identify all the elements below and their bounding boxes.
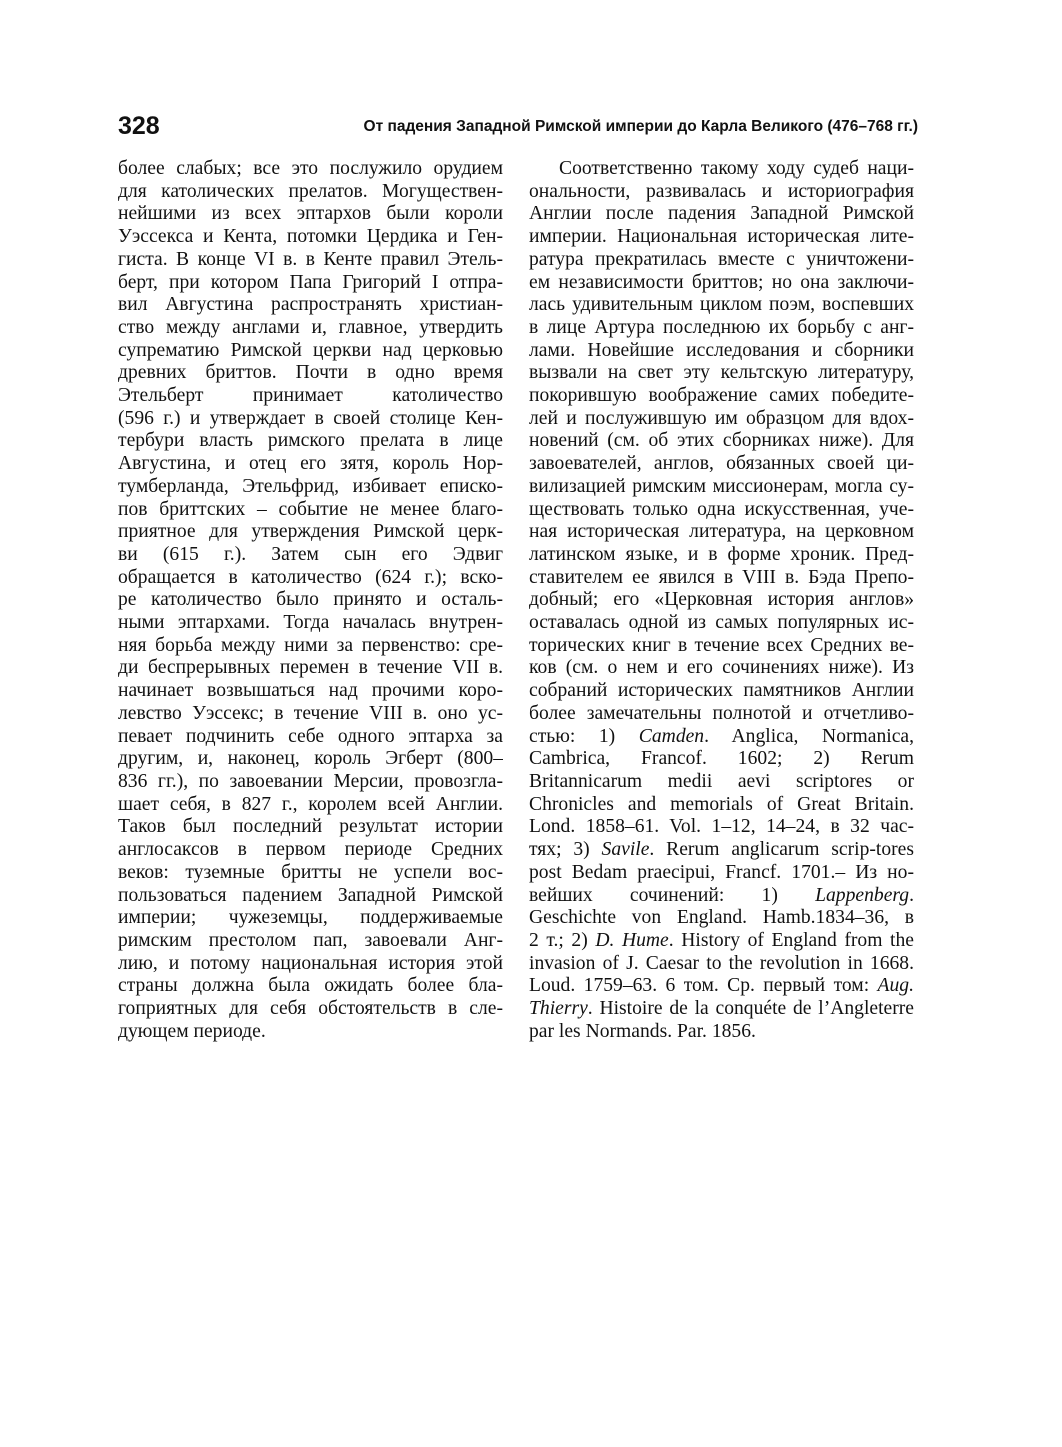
left-column-line: гиста. В конце VI в. в Кенте правил Этель-	[118, 248, 503, 270]
left-column-line: тумберланда, Этельфрид, избивает еписко-	[118, 475, 503, 497]
page-number: 328	[118, 112, 160, 140]
right-column-line: ставителем ее явился в VIII в. Бэда Препо-	[529, 566, 914, 588]
left-column-line: ными эптархами. Тогда началась внутрен-	[118, 612, 503, 634]
left-column-line: 836 гг.), по завоевании Мерсии, провозгла-	[118, 770, 503, 792]
right-column-line: торических книг в течение всех Средних ве-	[529, 634, 914, 656]
right-column-line: Lond. 1858–61. Vol. 1–12, 14–24, в 32 час-	[529, 816, 914, 838]
left-column-line: Уэссекса и Кента, потомки Цердика и Ген-	[118, 226, 503, 248]
left-column-line: ство между англами и, главное, утвердить	[118, 316, 503, 338]
left-column-line: англосаксов в первом периоде Средних	[118, 839, 503, 861]
left-column-line: другим, и, наконец, король Эгберт (800–	[118, 748, 503, 770]
left-column-line: Августина, и отец его зятя, король Нор-	[118, 453, 503, 475]
left-column-line: пов бриттских – событие не менее благо-	[118, 498, 503, 520]
right-column-line: вейших сочинений: 1) Lappenberg.	[529, 884, 914, 906]
left-column-line: обращается в католичество (624 г.); вско-	[118, 566, 503, 588]
running-title: От падения Западной Римской империи до Карла Великого (476–768 гг.)	[363, 118, 918, 135]
left-column-line: лию, и потому национальная история этой	[118, 952, 503, 974]
page-header	[118, 112, 918, 144]
right-column-line: лась удивительным циклом поэм, воспевших	[529, 294, 914, 316]
left-column-line: левство Уэссекс; в течение VIII в. оно ус-	[118, 702, 503, 724]
left-column-line: шает себя, в 827 г., королем всей Англии.	[118, 793, 503, 815]
left-column-line: берт, при котором Папа Григорий I отпра-	[118, 271, 503, 293]
left-column-line: дующем периоде.	[118, 1020, 266, 1042]
right-column-line: Loud. 1759–63. 6 том. Ср. первый том: Aug.	[529, 975, 914, 997]
left-column-line: нейшими из всех эптархов были короли	[118, 203, 503, 225]
right-column-line: ратура прекратилась вместе с уничтожени-	[529, 248, 914, 270]
right-column-line: завоевателей, англов, обязанных своей ци-	[529, 453, 914, 475]
right-column-line: Britannicarum medii aevi scriptores or	[529, 770, 914, 792]
right-column-line: par les Normands. Par. 1856.	[529, 1020, 756, 1042]
right-column-line: собраний исторических памятников Англии	[529, 680, 914, 702]
right-column-line: invasion of J. Caesar to the revolution in 1668.	[529, 952, 914, 974]
left-column-line: более слабых; все это послужило орудием	[118, 158, 503, 179]
left-column-line: (596 г.) и утверждает в своей столице Кен-	[118, 407, 503, 429]
right-column-line: новений (см. об этих сборниках ниже). Для	[529, 430, 914, 452]
right-column-line: добный; его «Церковная история англов»	[529, 589, 914, 611]
left-column-line: няя борьба между ними за первенство: сре-	[118, 634, 503, 656]
left-column-line: начинает возвышаться над прочими коро-	[118, 680, 503, 702]
right-column-line: вызвали на свет эту кельтскую литературу,	[529, 362, 914, 384]
left-column-line: вил Августина распространять христиан-	[118, 294, 503, 316]
right-column-line: ем независимости бриттов; но она заключи-	[529, 271, 914, 293]
right-column-line: ная историческая литература, на церковном	[529, 521, 914, 543]
left-column-line: ви (615 г.). Затем сын его Эдвиг	[118, 543, 503, 565]
right-column-line: Geschichte von England. Hamb.1834–36, в	[529, 907, 914, 929]
right-column-line: лами. Новейшие исследования и сборники	[529, 339, 914, 361]
right-column-line: Cambrica, Francof. 1602; 2) Rerum	[529, 748, 914, 770]
right-text-column	[529, 158, 914, 1043]
left-column-line: супрематию Римской церкви над церковью	[118, 339, 503, 361]
left-text-column	[118, 158, 503, 1043]
right-column-line: ков (см. о нем и его сочинениях ниже). Из	[529, 657, 914, 679]
left-column-line: страны должна была ожидать более бла-	[118, 975, 503, 997]
left-column-line: гоприятных для себя обстоятельств в сле-	[118, 998, 503, 1020]
right-column-line: Thierry. Histoire de la conquéte de l’Angleterre	[529, 998, 914, 1020]
right-column-line: Англии после падения Западной Римской	[529, 203, 914, 225]
left-column-line: для католических прелатов. Могуществен-	[118, 180, 503, 202]
left-column-line: пользоваться падением Западной Римской	[118, 884, 503, 906]
left-column-line: тербури власть римского прелата в лице	[118, 430, 503, 452]
left-column-line: веков: туземные бритты не успели вос-	[118, 861, 503, 883]
left-column-line: приятное для утверждения Римской церк-	[118, 521, 503, 543]
right-column-line: лей и послужившую им образцом для вдох-	[529, 407, 914, 429]
right-column-line: латинском языке, и в форме хроник. Пред-	[529, 543, 914, 565]
left-column-line: ре католичество было принято и осталь-	[118, 589, 503, 611]
left-column-line: Таков был последний результат истории	[118, 816, 503, 838]
right-column-line: post Bedam praecipui, Francf. 1701.– Из но-	[529, 861, 914, 883]
right-column-line: стью: 1) Camden. Anglica, Normanica,	[529, 725, 914, 747]
left-column-line: Этельберт принимает католичество	[118, 385, 503, 407]
right-column-line: ществовать только одна искусственная, уче-	[529, 498, 914, 520]
right-column-line: 2 т.; 2) D. Hume. History of England from the	[529, 929, 914, 951]
left-column-line: ди беспрерывных перемен в течение VII в.	[118, 657, 503, 679]
right-column-line: в лице Артура последнюю их борьбу с анг-	[529, 316, 914, 338]
right-column-line: покорившую воображение самих победите-	[529, 385, 914, 407]
right-column-line: тях; 3) Savile. Rerum anglicarum scrip-tores	[529, 839, 914, 861]
right-column-line: Соответственно такому ходу судеб наци-	[559, 158, 914, 179]
left-column-line: империи; чужеземцы, поддерживаемые	[118, 907, 503, 929]
right-column-line: вилизацией римским миссионерам, могла су-	[529, 475, 914, 497]
right-column-line: оставалась одной из самых популярных ис-	[529, 612, 914, 634]
right-column-line: более замечательны полнотой и отчетливо-	[529, 702, 914, 724]
left-column-line: певает подчинить себе одного эптарха за	[118, 725, 503, 747]
right-column-line: Chronicles and memorials of Great Britain.	[529, 793, 914, 815]
right-column-line: империи. Национальная историческая лите-	[529, 226, 914, 248]
left-column-line: римским престолом пап, завоевали Анг-	[118, 929, 503, 951]
right-column-line: ональности, развивалась и историография	[529, 180, 914, 202]
left-column-line: древних бриттов. Почти в одно время	[118, 362, 503, 384]
